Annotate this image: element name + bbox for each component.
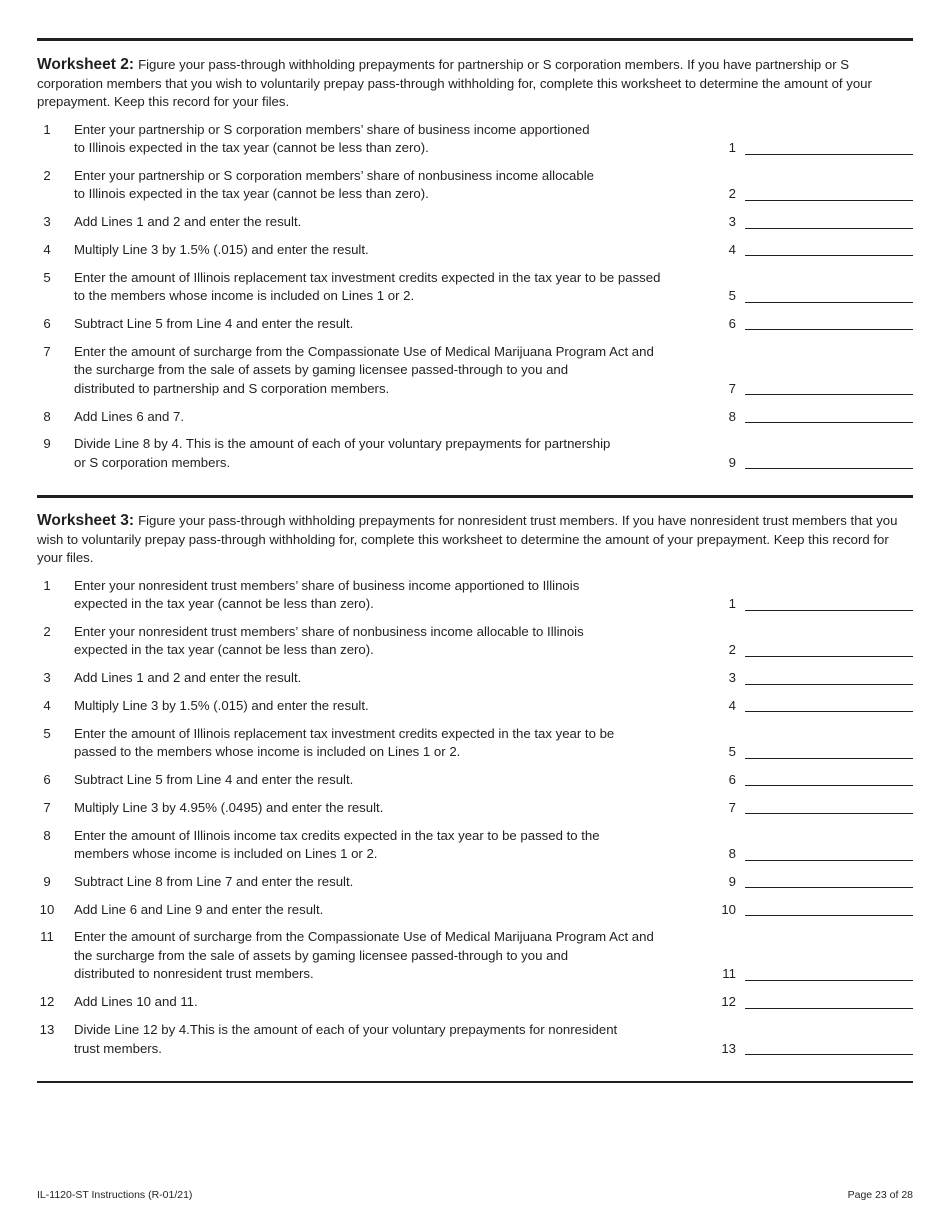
line-instruction: Multiply Line 3 by 4.95% (.0495) and enter the result. (74, 799, 384, 815)
line-instruction: Subtract Line 5 from Line 4 and enter the result. (74, 771, 354, 787)
line-number: 2 (43, 623, 51, 639)
worksheet-line (37, 435, 913, 481)
line-number: 4 (43, 697, 51, 713)
answer-field-number: 13 (721, 1040, 736, 1056)
form-id: IL-1120-ST Instructions (R-01/21) (37, 1189, 193, 1201)
answer-field[interactable] (713, 1040, 913, 1059)
answer-field-number: 2 (728, 186, 736, 202)
line-number: 6 (43, 771, 51, 787)
answer-field-number: 3 (728, 214, 736, 230)
worksheet-line (37, 213, 913, 241)
worksheet-line (37, 993, 913, 1021)
worksheet-line (37, 623, 913, 669)
answer-field-number: 7 (728, 799, 736, 815)
line-instruction: Add Lines 6 and 7. (74, 408, 184, 424)
line-instruction: Multiply Line 3 by 1.5% (.015) and enter the result. (74, 241, 369, 257)
worksheet-2-description: Figure your pass-through withholding prepayments for partnership or S corporation members. If you have partnership or S corporation members that you wish to voluntarily prepay pass-through withholding for, complete this worksheet to determine the amount of your prepayment. Keep this record for your files. (37, 57, 872, 109)
answer-blank-line[interactable] (745, 329, 913, 330)
line-instruction: Add Line 6 and Line 9 and enter the result. (74, 901, 324, 917)
answer-field[interactable] (713, 595, 913, 614)
line-number: 7 (43, 799, 51, 815)
line-number: 1 (43, 577, 51, 593)
line-instruction: Enter the amount of Illinois replacement tax investment credits expected in the tax year to be passed to the members whose income is included on Lines 1 or 2. (74, 725, 615, 760)
answer-field-number: 2 (728, 642, 736, 658)
worksheet-line (37, 928, 913, 993)
line-number: 12 (39, 994, 55, 1010)
answer-field-number: 9 (728, 873, 736, 889)
line-instruction: Subtract Line 8 from Line 7 and enter the result. (74, 873, 354, 889)
worksheet-line (37, 408, 913, 436)
answer-blank-line[interactable] (745, 711, 913, 712)
line-number: 9 (43, 873, 51, 889)
line-number: 8 (43, 827, 51, 843)
line-instruction: Add Lines 10 and 11. (74, 994, 198, 1010)
answer-field[interactable] (713, 901, 913, 920)
middle-rule (37, 495, 913, 498)
answer-blank-line[interactable] (745, 656, 913, 657)
answer-field-number: 10 (721, 901, 736, 917)
worksheet-3-title: Worksheet 3: (37, 512, 135, 529)
worksheet-2-intro (37, 56, 913, 112)
line-number: 2 (43, 167, 51, 183)
answer-field[interactable] (713, 185, 913, 204)
line-instruction: Add Lines 1 and 2 and enter the result. (74, 214, 302, 230)
line-instruction: Divide Line 12 by 4.This is the amount of each of your voluntary prepayments for nonresident trust members. (74, 1022, 618, 1056)
answer-field[interactable] (713, 139, 913, 158)
worksheet-line (37, 1021, 913, 1067)
answer-blank-line[interactable] (745, 758, 913, 759)
worksheet-line (37, 121, 913, 167)
line-number: 13 (39, 1022, 55, 1038)
worksheet-2-lines (37, 121, 913, 482)
answer-blank-line[interactable] (745, 422, 913, 423)
answer-field[interactable] (713, 241, 913, 260)
answer-blank-line[interactable] (745, 154, 913, 155)
bottom-rule (37, 1081, 913, 1083)
worksheet-line (37, 725, 913, 771)
answer-field[interactable] (713, 315, 913, 334)
worksheet-line (37, 269, 913, 315)
answer-field-number: 6 (728, 771, 736, 787)
answer-field[interactable] (713, 845, 913, 864)
line-number: 10 (39, 901, 55, 917)
line-instruction: Add Lines 1 and 2 and enter the result. (74, 670, 302, 686)
line-number: 3 (43, 670, 51, 686)
worksheet-line (37, 669, 913, 697)
answer-field-number: 6 (728, 315, 736, 331)
line-instruction: Enter the amount of Illinois replacement tax investment credits expected in the tax year to be passed to the members whose income is included on Lines 1 or 2. (74, 269, 661, 304)
line-number: 3 (43, 214, 51, 230)
answer-blank-line[interactable] (745, 1008, 913, 1009)
answer-field[interactable] (713, 287, 913, 306)
worksheet-line (37, 901, 913, 929)
top-rule (37, 38, 913, 41)
line-instruction: Enter the amount of surcharge from the Compassionate Use of Medical Marijuana Program Act and the surcharge from the sale of assets by gaming licensee passed-through to you and distributed to nonresident trust members. (74, 929, 654, 982)
answer-field[interactable] (713, 965, 913, 984)
answer-blank-line[interactable] (745, 1054, 913, 1055)
answer-field[interactable] (713, 380, 913, 399)
worksheet-line (37, 343, 913, 408)
line-number: 6 (43, 315, 51, 331)
worksheet-3-intro (37, 512, 913, 568)
answer-field-number: 4 (728, 697, 736, 713)
answer-field[interactable] (713, 641, 913, 660)
line-number: 8 (43, 408, 51, 424)
answer-blank-line[interactable] (745, 200, 913, 201)
answer-field-number: 11 (722, 966, 736, 982)
answer-blank-line[interactable] (745, 915, 913, 916)
answer-field[interactable] (713, 799, 913, 818)
worksheet-3-lines (37, 577, 913, 1068)
line-number: 1 (43, 121, 51, 137)
worksheet-line (37, 167, 913, 213)
answer-blank-line[interactable] (745, 302, 913, 303)
answer-field[interactable] (713, 873, 913, 892)
line-instruction: Enter the amount of Illinois income tax credits expected in the tax year to be passed to the members whose income is included on Lines 1 or 2. (74, 827, 600, 862)
answer-field[interactable] (713, 213, 913, 232)
answer-field[interactable] (713, 993, 913, 1012)
answer-blank-line[interactable] (745, 610, 913, 611)
answer-field-number: 9 (728, 454, 736, 470)
answer-field[interactable] (713, 697, 913, 716)
line-number: 4 (43, 241, 51, 257)
worksheet-line (37, 771, 913, 799)
line-instruction: Enter your partnership or S corporation members’ share of business income apportioned to Illinois expected in the tax year (cannot be less than zero). (74, 121, 590, 155)
line-instruction: Divide Line 8 by 4. This is the amount of each of your voluntary prepayments for partnership or S corporation members. (74, 436, 611, 470)
line-instruction: Enter your partnership or S corporation members’ share of nonbusiness income allocable to Illinois expected in the tax year (cannot be less than zero). (74, 167, 594, 202)
answer-field-number: 5 (728, 288, 736, 304)
worksheet-line (37, 241, 913, 269)
answer-blank-line[interactable] (745, 255, 913, 256)
answer-field[interactable] (713, 408, 913, 427)
worksheet-2-title: Worksheet 2: (37, 56, 135, 73)
answer-blank-line[interactable] (745, 394, 913, 395)
line-number: 7 (43, 343, 51, 359)
page-number: Page 23 of 28 (847, 1189, 913, 1201)
answer-blank-line[interactable] (745, 887, 913, 888)
answer-field-number: 12 (721, 994, 736, 1010)
line-number: 11 (40, 929, 54, 945)
worksheet-3-description: Figure your pass-through withholding prepayments for nonresident trust members. If you have nonresident trust members that you wish to voluntarily prepay pass-through withholding for, complete this worksheet to determine the amount of your prepayment. Keep this record for your files. (37, 513, 898, 565)
worksheet-2 (37, 56, 913, 482)
worksheet-line (37, 799, 913, 827)
worksheet-line (37, 315, 913, 343)
answer-field[interactable] (713, 454, 913, 473)
line-number: 9 (43, 436, 51, 452)
answer-field[interactable] (713, 771, 913, 790)
worksheet-line (37, 827, 913, 873)
line-instruction: Enter your nonresident trust members’ share of business income apportioned to Illinois expected in the tax year (cannot be less than zero). (74, 577, 580, 611)
answer-blank-line[interactable] (745, 468, 913, 469)
answer-field-number: 5 (728, 744, 736, 760)
answer-field-number: 8 (728, 846, 736, 862)
worksheet-line (37, 873, 913, 901)
answer-field-number: 8 (728, 408, 736, 424)
worksheet-3 (37, 512, 913, 1067)
line-instruction: Multiply Line 3 by 1.5% (.015) and enter the result. (74, 697, 369, 713)
answer-field[interactable] (713, 743, 913, 762)
answer-blank-line[interactable] (745, 813, 913, 814)
worksheet-line (37, 577, 913, 623)
line-number: 5 (43, 725, 51, 741)
worksheet-line (37, 697, 913, 725)
answer-blank-line[interactable] (745, 684, 913, 685)
answer-field-number: 7 (728, 380, 736, 396)
answer-field-number: 3 (728, 670, 736, 686)
answer-blank-line[interactable] (745, 980, 913, 981)
answer-field[interactable] (713, 669, 913, 688)
answer-blank-line[interactable] (745, 860, 913, 861)
line-number: 5 (43, 269, 51, 285)
answer-field-number: 1 (728, 140, 736, 155)
line-instruction: Enter the amount of surcharge from the Compassionate Use of Medical Marijuana Program Act and the surcharge from the sale of assets by gaming licensee passed-through to you and distributed to partnership and S corporation members. (74, 343, 654, 396)
answer-blank-line[interactable] (745, 228, 913, 229)
line-instruction: Subtract Line 5 from Line 4 and enter the result. (74, 315, 354, 331)
line-instruction: Enter your nonresident trust members’ share of nonbusiness income allocable to Illinois expected in the tax year (cannot be less than zero). (74, 623, 584, 658)
answer-field-number: 4 (728, 241, 736, 257)
answer-field-number: 1 (728, 596, 736, 611)
answer-blank-line[interactable] (745, 785, 913, 786)
